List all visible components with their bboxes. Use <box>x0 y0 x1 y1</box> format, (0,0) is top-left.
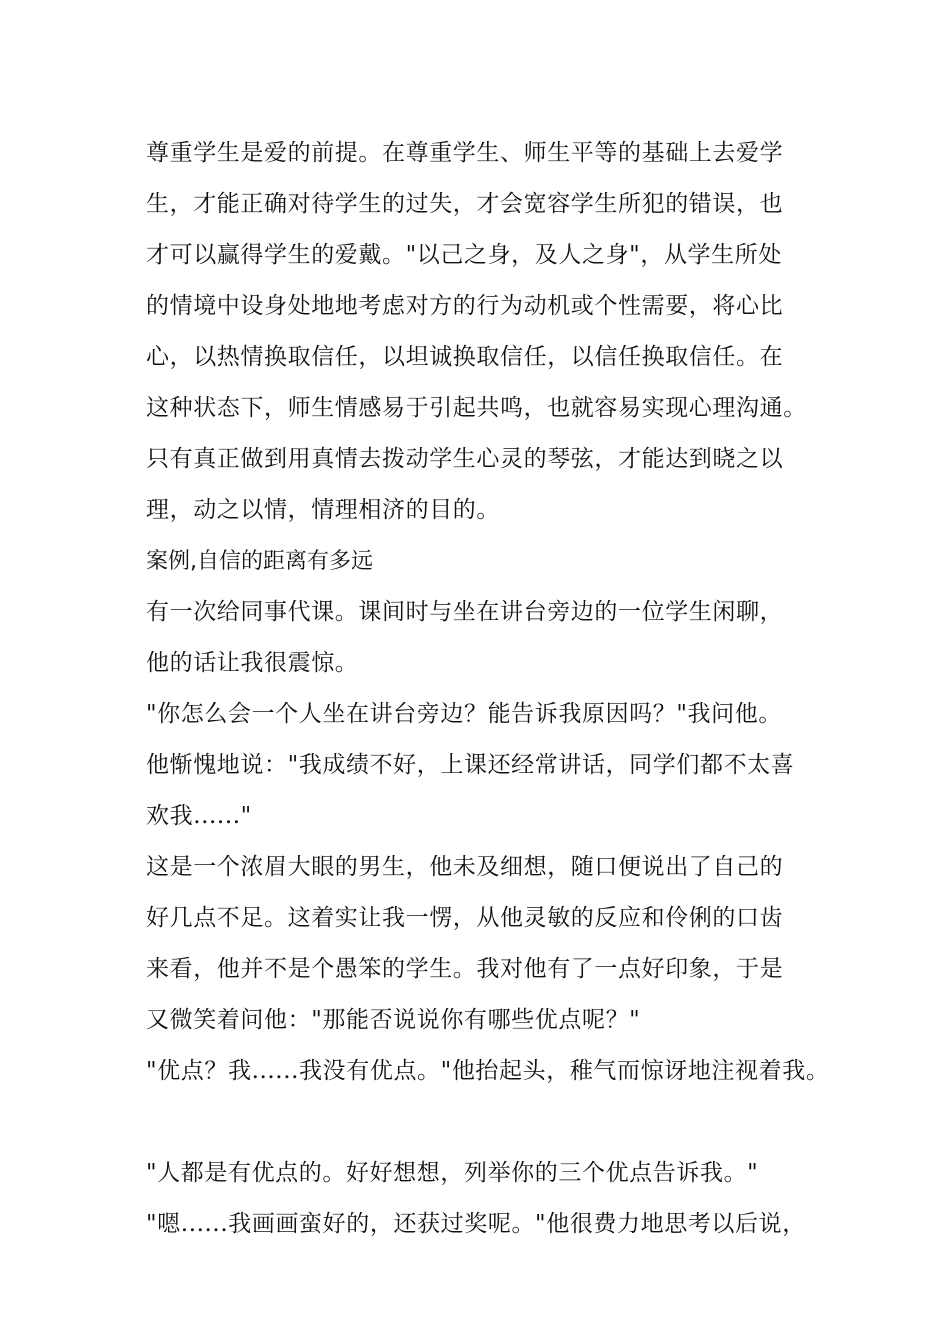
text-line: 又微笑着问他："那能否说说你有哪些优点呢？" <box>146 1007 641 1033</box>
text-line: 尊重学生是爱的前提。在尊重学生、师生平等的基础上去爱学 <box>146 140 784 166</box>
text-line: 理，动之以情，情理相济的目的。 <box>146 497 500 523</box>
text-line: 他的话让我很震惊。 <box>146 650 359 676</box>
text-line: 他惭愧地说："我成绩不好，上课还经常讲话，同学们都不太喜 <box>146 752 795 778</box>
text-line: "人都是有优点的。好好想想，列举你的三个优点告诉我。" <box>146 1160 759 1186</box>
text-line: "你怎么会一个人坐在讲台旁边？能告诉我原因吗？"我问他。 <box>146 701 782 727</box>
case-story <box>146 587 846 1250</box>
document-body <box>146 128 846 1250</box>
text-line: 这种状态下，师生情感易于引起共鸣，也就容易实现心理沟通。 <box>146 395 807 421</box>
text-line: "嗯......我画画蛮好的，还获过奖呢。"他很费力地思考以后说， <box>146 1211 806 1237</box>
text-line: 只有真正做到用真情去拨动学生心灵的琴弦，才能达到晓之以 <box>146 446 784 472</box>
text-line: "优点？我......我没有优点。"他抬起头，稚气而惊讶地注视着我。 <box>146 1058 830 1084</box>
text-line: 有一次给同事代课。课间时与坐在讲台旁边的一位学生闲聊， <box>146 599 784 625</box>
text-line: 好几点不足。这着实让我一愣，从他灵敏的反应和伶俐的口齿 <box>146 905 784 931</box>
blank-line <box>146 1097 846 1148</box>
text-line: 这是一个浓眉大眼的男生，他未及细想，随口便说出了自己的 <box>146 854 784 880</box>
text-line: 来看，他并不是个愚笨的学生。我对他有了一点好印象，于是 <box>146 956 784 982</box>
text-line: 才可以赢得学生的爱戴。"以己之身，及人之身"，从学生所处 <box>146 242 782 268</box>
text-line: 生，才能正确对待学生的过失，才会宽容学生所犯的错误，也 <box>146 191 784 217</box>
text-line: 心，以热情换取信任，以坦诚换取信任，以信任换取信任。在 <box>146 344 784 370</box>
case-title: 案例,自信的距离有多远 <box>146 549 373 574</box>
text-line: 欢我......" <box>146 803 252 829</box>
text-line: 的情境中设身处地地考虑对方的行为动机或个性需要，将心比 <box>146 293 784 319</box>
paragraph-respect-students <box>146 128 846 536</box>
